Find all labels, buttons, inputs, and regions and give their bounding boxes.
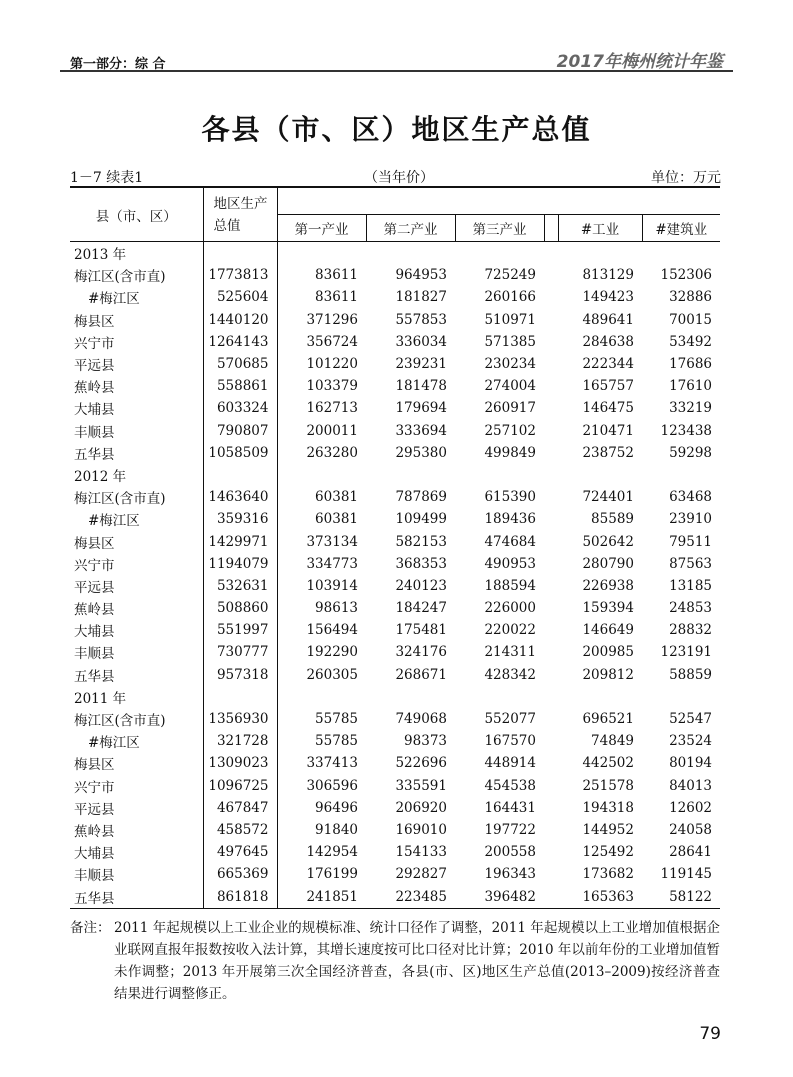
year-row [70,242,720,265]
construction-value: 24853 [669,600,713,617]
table-row [70,863,720,885]
table-row [70,530,720,552]
construction-value: 152306 [660,267,713,284]
primary-value: 60381 [315,511,358,528]
construction-value: 32886 [669,289,713,306]
secondary-value: 184247 [395,600,447,617]
tertiary-value: 188594 [484,577,536,594]
table-row [70,885,720,908]
county-name: 蕉岭县 [70,375,203,397]
county-name: 梅县区 [70,530,203,552]
gdp-value: 861818 [203,885,277,908]
industry-value: 209812 [582,666,634,683]
tertiary-value: 552077 [484,711,536,728]
secondary-value: 324176 [395,644,447,661]
col-header-tertiary: 第三产业 [455,215,544,242]
industry-value: 165757 [582,378,634,395]
tertiary-value: 167570 [484,733,536,750]
secondary-value: 368353 [395,555,447,572]
gdp-value: 1309023 [203,752,277,774]
tertiary-value: 197722 [484,821,536,838]
construction-value: 12602 [669,799,713,816]
table-row [70,575,720,597]
table-row [70,841,720,863]
county-name: 丰顺县 [70,863,203,885]
primary-value: 101220 [306,356,358,373]
gdp-value: 321728 [203,730,277,752]
gdp-value: 1440120 [203,309,277,331]
construction-value: 58122 [669,888,713,905]
construction-value: 28641 [669,844,713,861]
table-row [70,420,720,442]
gdp-value: 1096725 [203,775,277,797]
tertiary-value: 196343 [484,866,536,883]
table-row [70,286,720,308]
secondary-value: 169010 [395,821,447,838]
county-name: 五华县 [70,442,203,464]
gdp-value: 730777 [203,641,277,663]
table-row [70,797,720,819]
col-header-gdp [203,187,277,242]
primary-value: 263280 [306,444,358,461]
gdp-value: 458572 [203,819,277,841]
construction-value: 84013 [669,777,713,794]
gdp-value: 359316 [203,508,277,530]
primary-value: 337413 [306,755,358,772]
construction-value: 79511 [669,533,713,550]
county-name: 兴宁市 [70,331,203,353]
county-name: 蕉岭县 [70,819,203,841]
table-row [70,730,720,752]
primary-value: 55785 [315,733,358,750]
tertiary-value: 725249 [484,267,536,284]
primary-value: 142954 [306,844,358,861]
primary-value: 91840 [315,821,358,838]
county-name: 蕉岭县 [70,597,203,619]
col-header-primary: 第一产业 [277,215,366,242]
col-header-construction: #建筑业 [642,215,720,242]
tertiary-value: 448914 [484,755,536,772]
header-rule [60,70,733,72]
table-row [70,375,720,397]
primary-value: 103914 [306,577,358,594]
table-row [70,597,720,619]
county-name: #梅江区 [70,730,203,752]
construction-value: 58859 [669,666,713,683]
primary-value: 176199 [306,866,358,883]
table-row [70,397,720,419]
industry-value: 146649 [582,622,634,639]
industry-value: 226938 [582,577,634,594]
secondary-value: 179694 [395,400,447,417]
table-row [70,641,720,663]
table-number: 1－7 续表1 [70,170,144,186]
industry-value: 502642 [582,533,634,550]
county-name: 大埔县 [70,841,203,863]
industry-value: 200985 [582,644,634,661]
construction-value: 63468 [669,489,713,506]
construction-value: 123191 [660,644,713,661]
tertiary-value: 226000 [484,600,536,617]
secondary-value: 787869 [395,489,447,506]
year-row [70,464,720,486]
county-name: 五华县 [70,664,203,686]
gdp-value: 1194079 [203,553,277,575]
county-name: 兴宁市 [70,553,203,575]
gdp-value: 790807 [203,420,277,442]
industry-value: 280790 [582,555,634,572]
industry-value: 165363 [582,888,634,905]
construction-value: 13185 [669,577,713,594]
construction-value: 28832 [669,622,713,639]
secondary-value: 240123 [395,577,447,594]
table-row [70,553,720,575]
secondary-value: 336034 [395,333,447,350]
tertiary-value: 260166 [484,289,536,306]
industry-value: 144952 [582,821,634,838]
primary-value: 162713 [306,400,358,417]
tertiary-value: 164431 [484,799,536,816]
county-name: 五华县 [70,885,203,908]
industry-value: 696521 [582,711,634,728]
gdp-value: 558861 [203,375,277,397]
gdp-value: 603324 [203,397,277,419]
secondary-value: 292827 [395,866,447,883]
secondary-value: 522696 [395,755,447,772]
year-label: 2011 年 [70,686,203,708]
col-header-secondary: 第二产业 [366,215,455,242]
tertiary-value: 615390 [484,489,536,506]
gdp-value: 525604 [203,286,277,308]
gdp-value: 570685 [203,353,277,375]
tertiary-value: 454538 [484,777,536,794]
industry-value: 222344 [582,356,634,373]
gdp-value: 1773813 [203,264,277,286]
tertiary-value: 257102 [484,422,536,439]
tertiary-value: 200558 [484,844,536,861]
tertiary-value: 230234 [484,356,536,373]
secondary-value: 557853 [395,311,447,328]
primary-value: 200011 [306,422,358,439]
county-name: #梅江区 [70,508,203,530]
table-row [70,708,720,730]
county-name: 大埔县 [70,619,203,641]
col-header-gdp-line2: 总值 [213,217,241,234]
primary-value: 373134 [306,533,358,550]
industry-value: 74849 [591,733,634,750]
section-header: 第一部分：综 合 [70,57,166,72]
county-name: 平远县 [70,575,203,597]
industry-value: 724401 [582,489,634,506]
col-header-county: 县（市、区） [70,187,203,242]
secondary-value: 335591 [395,777,447,794]
primary-value: 260305 [306,666,358,683]
gdp-value: 532631 [203,575,277,597]
tertiary-value: 510971 [484,311,536,328]
footnote-label: 备注： [70,920,111,936]
industry-value: 238752 [582,444,634,461]
primary-value: 98613 [315,600,358,617]
secondary-value: 268671 [395,666,447,683]
primary-value: 334773 [306,555,358,572]
construction-value: 52547 [669,711,713,728]
gdp-table [70,186,720,909]
col-header-industry: #工业 [558,215,642,242]
table-row [70,486,720,508]
table-row [70,752,720,774]
year-row [70,686,720,708]
industry-value: 125492 [582,844,634,861]
gdp-value: 1264143 [203,331,277,353]
yearbook-header: 2017年梅州统计年鉴 [556,52,723,72]
table-row [70,264,720,286]
primary-value: 55785 [315,711,358,728]
table-row [70,353,720,375]
unit-label: 单位：万元 [651,170,721,186]
primary-value: 241851 [306,888,358,905]
primary-value: 60381 [315,489,358,506]
gdp-value: 957318 [203,664,277,686]
tertiary-value: 396482 [484,888,536,905]
secondary-value: 98373 [404,733,447,750]
secondary-value: 181478 [395,378,447,395]
county-name: 梅县区 [70,309,203,331]
industry-value: 194318 [582,799,634,816]
industry-value: 173682 [582,866,634,883]
county-name: 平远县 [70,353,203,375]
gdp-value: 665369 [203,863,277,885]
primary-value: 156494 [306,622,358,639]
primary-value: 306596 [306,777,358,794]
construction-value: 17686 [669,356,713,373]
primary-value: 371296 [306,311,358,328]
construction-value: 23910 [669,511,713,528]
county-name: 梅江区(含市直) [70,264,203,286]
construction-value: 70015 [669,311,713,328]
tertiary-value: 490953 [484,555,536,572]
tertiary-value: 220022 [484,622,536,639]
construction-value: 80194 [669,755,713,772]
primary-value: 96496 [315,799,358,816]
county-name: 梅江区(含市直) [70,708,203,730]
secondary-value: 109499 [395,511,447,528]
county-name: 平远县 [70,797,203,819]
county-name: 丰顺县 [70,420,203,442]
industry-value: 149423 [582,289,634,306]
table-row [70,775,720,797]
secondary-value: 206920 [395,799,447,816]
county-name: 大埔县 [70,397,203,419]
construction-value: 119145 [660,866,713,883]
gdp-value: 467847 [203,797,277,819]
secondary-value: 223485 [395,888,447,905]
industry-value: 442502 [582,755,634,772]
secondary-value: 333694 [395,422,447,439]
secondary-value: 181827 [395,289,447,306]
tertiary-value: 274004 [484,378,536,395]
primary-value: 83611 [315,289,358,306]
secondary-value: 154133 [395,844,447,861]
table-body [70,242,720,909]
industry-value: 85589 [591,511,634,528]
secondary-value: 582153 [395,533,447,550]
construction-value: 59298 [669,444,713,461]
tertiary-value: 189436 [484,511,536,528]
industry-value: 210471 [582,422,634,439]
year-label: 2012 年 [70,464,203,486]
construction-value: 17610 [669,378,713,395]
secondary-value: 749068 [395,711,447,728]
industry-value: 146475 [582,400,634,417]
page-number: 79 [699,1024,721,1044]
tertiary-value: 499849 [484,444,536,461]
gdp-value: 497645 [203,841,277,863]
secondary-value: 239231 [395,356,447,373]
primary-value: 356724 [306,333,358,350]
footnote-text: 2011 年起规模以上工业企业的规模标准、统计口径作了调整，2011 年起规模以上工业增加值根据企业联网直报年报数按收入法计算，其增长速度按可比口径对比计算；2010 年以前年份的工业增加值暂未作调整；2013 年开展第三次全国经济普查，各县(市、区)地区生产总值(2013–2009)按经济普查结果进行调整修正。 [114,920,720,1002]
gdp-value: 1463640 [203,486,277,508]
industry-value: 159394 [582,600,634,617]
table-row [70,442,720,464]
year-label: 2013 年 [70,242,203,265]
table-row [70,819,720,841]
construction-value: 53492 [669,333,713,350]
page-title: 各县（市、区）地区生产总值 [201,113,592,146]
gdp-value: 551997 [203,619,277,641]
tertiary-value: 428342 [484,666,536,683]
secondary-value: 964953 [395,267,447,284]
tertiary-value: 571385 [484,333,536,350]
secondary-value: 175481 [395,622,447,639]
construction-value: 87563 [669,555,713,572]
construction-value: 23524 [669,733,713,750]
col-header-gdp-line1: 地区生产 [213,195,268,212]
construction-value: 24058 [669,821,713,838]
primary-value: 83611 [315,267,358,284]
price-note: （当年价） [364,170,434,186]
county-name: 梅江区(含市直) [70,486,203,508]
industry-value: 284638 [582,333,634,350]
industry-value: 813129 [582,267,634,284]
secondary-value: 295380 [395,444,447,461]
table-row [70,309,720,331]
tertiary-value: 474684 [484,533,536,550]
table-row [70,331,720,353]
tertiary-value: 260917 [484,400,536,417]
primary-value: 192290 [306,644,358,661]
table-row [70,508,720,530]
industry-value: 251578 [582,777,634,794]
county-name: 兴宁市 [70,775,203,797]
gdp-value: 508860 [203,597,277,619]
county-name: 丰顺县 [70,641,203,663]
construction-value: 33219 [669,400,713,417]
table-row [70,664,720,686]
construction-value: 123438 [660,422,713,439]
tertiary-value: 214311 [484,644,536,661]
gdp-value: 1356930 [203,708,277,730]
gdp-value: 1058509 [203,442,277,464]
table-row [70,619,720,641]
county-name: #梅江区 [70,286,203,308]
footnote [70,917,720,1005]
county-name: 梅县区 [70,752,203,774]
industry-value: 489641 [582,311,634,328]
gdp-value: 1429971 [203,530,277,552]
primary-value: 103379 [306,378,358,395]
